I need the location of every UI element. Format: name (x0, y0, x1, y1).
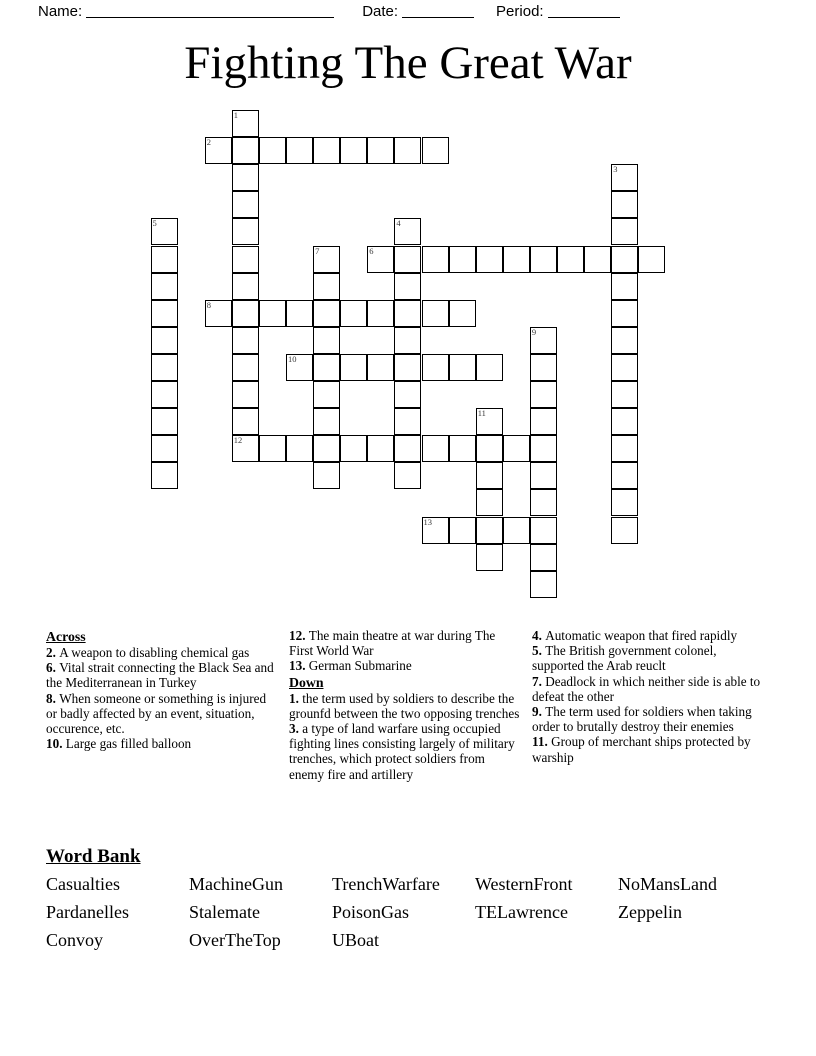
crossword-cell[interactable] (151, 408, 178, 435)
crossword-cell[interactable] (611, 408, 638, 435)
clue-text: A weapon to disabling chemical gas (59, 645, 250, 660)
crossword-cell[interactable] (422, 517, 449, 544)
crossword-cell-number: 10 (288, 353, 297, 364)
crossword-cell[interactable] (313, 327, 340, 354)
crossword-cell[interactable] (151, 435, 178, 462)
crossword-cell[interactable] (151, 218, 178, 245)
word-bank-word[interactable]: Stalemate (189, 902, 260, 922)
crossword-cell[interactable] (422, 435, 449, 462)
crossword-cell[interactable] (313, 137, 340, 164)
clue-item (289, 628, 520, 658)
crossword-cell[interactable] (476, 246, 503, 273)
crossword-cell[interactable] (259, 137, 286, 164)
crossword-cell[interactable] (232, 300, 259, 327)
clue-column-2 (289, 628, 532, 782)
clue-item (532, 643, 763, 673)
word-bank-word[interactable]: OverTheTop (189, 930, 281, 950)
crossword-cell[interactable] (530, 571, 557, 598)
crossword-cell[interactable] (205, 300, 232, 327)
clue-item (532, 704, 763, 734)
page-title: Fighting The Great War (184, 37, 632, 89)
crossword-cell[interactable] (232, 381, 259, 408)
crossword-cell[interactable] (394, 435, 421, 462)
clue-text: Deadlock in which neither side is able to defeat the other (532, 673, 761, 704)
crossword-cell[interactable] (394, 273, 421, 300)
crossword-cell[interactable] (530, 544, 557, 571)
crossword-cell[interactable] (205, 137, 232, 164)
clue-text: the term used by soldiers to describe the grounfd between the two opposing trenches (289, 690, 520, 721)
clue-number: 13. (289, 658, 309, 674)
clue-item (532, 734, 763, 764)
crossword-cell[interactable] (313, 381, 340, 408)
crossword-cell[interactable] (232, 218, 259, 245)
crossword-cell[interactable] (151, 246, 178, 273)
clue-item (289, 721, 520, 782)
word-bank-list (46, 873, 786, 952)
crossword-cell[interactable] (151, 327, 178, 354)
crossword-cell[interactable] (313, 408, 340, 435)
crossword-cell[interactable] (286, 300, 313, 327)
clue-text: The term used for soldiers when taking order to brutally destroy their enemies (532, 704, 752, 735)
crossword-cell[interactable] (232, 137, 259, 164)
crossword-cell[interactable] (476, 408, 503, 435)
word-bank-heading: Word Bank (46, 846, 141, 867)
crossword-cell[interactable] (232, 354, 259, 381)
clue-text: Group of merchant ships protected by warship (532, 734, 751, 765)
crossword-cell[interactable] (503, 435, 530, 462)
crossword-cell[interactable] (611, 327, 638, 354)
crossword-cell-number: 7 (315, 245, 320, 256)
crossword-cell[interactable] (449, 517, 476, 544)
crossword-cell[interactable] (259, 435, 286, 462)
clue-item (532, 674, 763, 704)
crossword-cell[interactable] (313, 354, 340, 381)
crossword-cell[interactable] (367, 435, 394, 462)
crossword-cell[interactable] (530, 489, 557, 516)
crossword-cell[interactable] (232, 408, 259, 435)
crossword-cell[interactable] (394, 137, 421, 164)
crossword-cell-number: 6 (369, 245, 374, 256)
crossword-cell[interactable] (394, 462, 421, 489)
crossword-cell[interactable] (557, 246, 584, 273)
clue-text: The British government colonel, supported the Arab reuclt (532, 643, 717, 674)
crossword-cell[interactable] (286, 435, 313, 462)
crossword-cell[interactable] (449, 246, 476, 273)
word-bank-word[interactable]: Pardanelles (46, 902, 129, 922)
clue-number: 1. (289, 690, 303, 706)
crossword-cell[interactable] (611, 300, 638, 327)
clue-item (46, 645, 277, 660)
crossword-cell[interactable] (530, 408, 557, 435)
clues-section (46, 628, 776, 782)
clue-number: 11. (532, 734, 552, 750)
clue-number: 5. (532, 643, 546, 659)
crossword-cell[interactable] (151, 381, 178, 408)
word-bank-word[interactable]: MachineGun (189, 874, 283, 894)
crossword-cell[interactable] (313, 300, 340, 327)
clue-number: 2. (46, 645, 60, 660)
crossword-cell[interactable] (394, 300, 421, 327)
clue-text: Large gas filled balloon (65, 736, 192, 752)
crossword-cell[interactable] (313, 246, 340, 273)
crossword-cell[interactable] (611, 462, 638, 489)
crossword-cell-number: 1 (233, 110, 239, 120)
clue-number: 9. (532, 704, 546, 720)
clue-text: German Submarine (308, 658, 412, 674)
crossword-cell[interactable] (367, 300, 394, 327)
crossword-cell[interactable] (151, 462, 178, 489)
crossword-cell[interactable] (530, 246, 557, 273)
clue-column-3 (532, 628, 775, 782)
crossword-cell[interactable] (530, 381, 557, 408)
word-bank-word[interactable]: Casualties (46, 874, 120, 894)
crossword-cell-number: 12 (233, 435, 243, 446)
crossword-cell[interactable] (611, 164, 638, 191)
clue-item (46, 660, 277, 690)
crossword-cell[interactable] (530, 517, 557, 544)
crossword-cell[interactable] (232, 164, 259, 191)
crossword-cell[interactable] (476, 462, 503, 489)
clue-column-1 (46, 628, 289, 782)
crossword-cell[interactable] (313, 273, 340, 300)
crossword-cell[interactable] (638, 246, 665, 273)
crossword-cell[interactable] (232, 246, 259, 273)
clue-item (289, 691, 520, 721)
crossword-cell[interactable] (611, 191, 638, 218)
date-label: Date: (362, 3, 399, 20)
clue-number: 6. (46, 660, 60, 676)
clue-item (532, 628, 763, 643)
crossword-cell[interactable] (367, 246, 394, 273)
crossword-cell[interactable] (394, 381, 421, 408)
crossword-cell[interactable] (313, 462, 340, 489)
crossword-cell[interactable] (340, 300, 367, 327)
clue-number: 4. (532, 628, 546, 643)
crossword-cell[interactable] (476, 489, 503, 516)
word-bank-word[interactable]: TrenchWarfare (332, 874, 440, 894)
clue-number: 7. (532, 673, 546, 689)
crossword-cell[interactable] (476, 517, 503, 544)
clue-text: When someone or something is injured or badly affected by an event, situation, occurence, etc. (46, 690, 267, 737)
across-heading: Across (46, 629, 86, 644)
crossword-cell[interactable] (151, 354, 178, 381)
crossword-cell-number: 5 (152, 218, 157, 229)
crossword-cell-number: 8 (206, 299, 211, 310)
crossword-cell[interactable] (232, 273, 259, 300)
crossword-cell-number: 9 (531, 326, 537, 337)
crossword-cell[interactable] (503, 517, 530, 544)
crossword-cell[interactable] (611, 489, 638, 516)
crossword-cell[interactable] (422, 354, 449, 381)
word-bank-word[interactable]: PoisonGas (332, 902, 410, 922)
crossword-cell[interactable] (259, 300, 286, 327)
clue-text: Vital strait connecting the Black Sea and the Mediterranean in Turkey (46, 660, 274, 691)
crossword-cell[interactable] (530, 435, 557, 462)
clue-text: Automatic weapon that fired rapidly (545, 628, 738, 643)
crossword-cell[interactable] (530, 354, 557, 381)
clue-item (46, 736, 277, 751)
crossword-cell[interactable] (394, 408, 421, 435)
crossword-cell[interactable] (476, 354, 503, 381)
crossword-cell[interactable] (313, 435, 340, 462)
crossword-cell[interactable] (530, 462, 557, 489)
word-bank-section (46, 845, 786, 952)
name-label: Name: (38, 3, 83, 20)
crossword-cell-number: 3 (613, 164, 618, 175)
crossword-cell[interactable] (286, 354, 313, 381)
crossword-cell[interactable] (394, 218, 421, 245)
crossword-cell[interactable] (422, 246, 449, 273)
crossword-cell-number: 2 (206, 137, 211, 148)
crossword-cell[interactable] (530, 327, 557, 354)
crossword-cell[interactable] (151, 300, 178, 327)
crossword-cell-number: 11 (477, 408, 486, 419)
clue-text: a type of land warfare using occupied fighting lines consisting largely of military trenches, which protect soldiers from enemy fire and artillery (289, 721, 515, 782)
crossword-cell[interactable] (611, 435, 638, 462)
clue-number: 12. (289, 628, 309, 643)
crossword-cell[interactable] (232, 110, 259, 137)
crossword-cell[interactable] (340, 435, 367, 462)
clue-text: The main theatre at war during The First World War (289, 628, 496, 659)
crossword-cell[interactable] (232, 191, 259, 218)
word-bank-word[interactable]: Convoy (46, 930, 104, 950)
crossword-cell[interactable] (422, 300, 449, 327)
crossword-cell[interactable] (340, 354, 367, 381)
crossword-cell[interactable] (394, 354, 421, 381)
word-bank-word[interactable]: TELawrence (475, 902, 568, 922)
period-label: Period: (496, 3, 544, 20)
crossword-cell[interactable] (394, 327, 421, 354)
crossword-cell[interactable] (151, 273, 178, 300)
crossword-cell[interactable] (367, 354, 394, 381)
down-heading: Down (289, 674, 324, 690)
word-bank-word[interactable]: UBoat (332, 930, 379, 950)
crossword-cell-number: 13 (423, 516, 432, 527)
clue-number: 10. (46, 736, 66, 752)
crossword-cell[interactable] (503, 246, 530, 273)
crossword-cell[interactable] (476, 544, 503, 571)
crossword-cell[interactable] (340, 137, 367, 164)
crossword-cell[interactable] (611, 381, 638, 408)
crossword-cell[interactable] (611, 246, 638, 273)
crossword-cell[interactable] (611, 273, 638, 300)
word-bank-word[interactable]: Zeppelin (618, 902, 682, 922)
crossword-cell[interactable] (449, 354, 476, 381)
word-bank-word[interactable]: NoMansLand (618, 874, 717, 894)
crossword-cell[interactable] (367, 137, 394, 164)
clue-item (46, 691, 277, 737)
crossword-cell[interactable] (449, 435, 476, 462)
word-bank-word[interactable]: WesternFront (475, 874, 573, 894)
crossword-cell[interactable] (422, 137, 449, 164)
crossword-cell[interactable] (611, 517, 638, 544)
crossword-cell[interactable] (584, 246, 611, 273)
crossword-cell[interactable] (286, 137, 313, 164)
clue-number: 8. (46, 690, 60, 706)
clue-number: 3. (289, 721, 303, 737)
crossword-cell[interactable] (611, 218, 638, 245)
crossword-cell[interactable] (449, 300, 476, 327)
crossword-cell[interactable] (232, 435, 259, 462)
clue-item (289, 658, 520, 673)
crossword-cell[interactable] (232, 327, 259, 354)
crossword-cell[interactable] (394, 246, 421, 273)
crossword-cell[interactable] (476, 435, 503, 462)
crossword-cell-number: 4 (396, 218, 401, 229)
crossword-cell[interactable] (611, 354, 638, 381)
